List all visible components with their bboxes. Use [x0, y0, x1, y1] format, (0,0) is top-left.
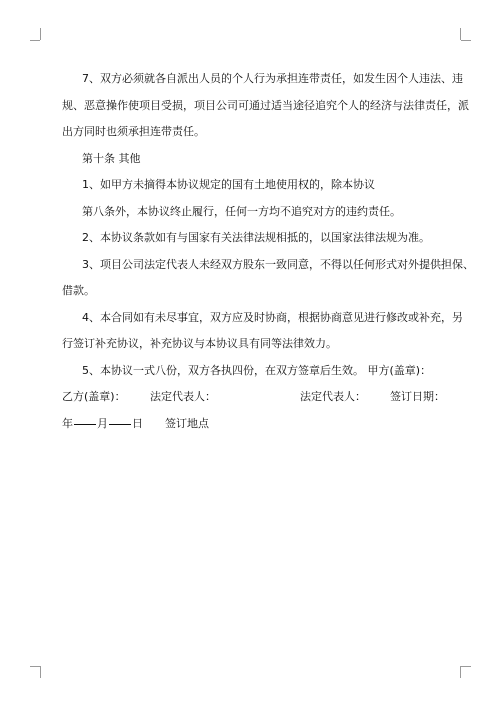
paragraph-line: 借款。 — [62, 284, 95, 297]
signature-line-1 — [62, 384, 450, 411]
document-body — [62, 66, 474, 437]
day-label: 日 — [132, 416, 143, 430]
paragraph-line: 4、本合同如有未尽事宜，双方应及时协商，根据协商意见进行修改或补充，另 — [82, 310, 463, 324]
year-blank — [74, 411, 96, 425]
month-label: 月 — [97, 416, 108, 430]
legal-rep-label: 法定代表人： — [150, 390, 216, 403]
month-blank — [109, 411, 131, 425]
crop-mark-bottom-right-h — [461, 666, 471, 667]
paragraph-line: 行签订补充协议，补充协议与本协议具有同等法律效力。 — [62, 337, 337, 350]
party-b-label: 乙方(盖章)： — [62, 390, 126, 403]
year-label: 年 — [62, 416, 73, 430]
crop-mark-top-left-v — [40, 28, 41, 40]
paragraph-line: 7、双方必须就各自派出人员的个人行为承担连带责任，如发生因个人违法、违 — [82, 72, 463, 85]
paragraph-line: 2、本协议条款如有与国家有关法律法规相抵的，以国家法律法规为准。 — [82, 231, 430, 244]
paragraph-line: 第八条外，本协议终止履行，任何一方均不追究对方的违约责任。 — [82, 204, 401, 218]
crop-mark-top-left-h — [30, 40, 40, 41]
signature-line-2 — [62, 411, 450, 438]
crop-mark-top-right-h — [461, 40, 471, 41]
legal-rep-label: 法定代表人： — [300, 390, 366, 403]
sign-date-label: 签订日期： — [390, 390, 445, 403]
paragraph-line: 3、项目公司法定代表人未经双方股东一致同意，不得以任何形式对外提供担保、 — [82, 257, 474, 271]
paragraph-line: 规、恶意操作使项目受损，项目公司可通过适当途径追究个人的经济与法律责任，派 — [62, 98, 469, 112]
section-heading: 第十条 其他 — [82, 151, 141, 165]
crop-mark-bottom-left-v — [40, 666, 41, 678]
sign-place-label: 签订地点 — [165, 416, 209, 430]
crop-mark-top-right-v — [460, 28, 461, 40]
paragraph-line: 出方同时也须承担连带责任。 — [62, 125, 205, 138]
paragraph-line: 1、如甲方未摘得本协议规定的国有土地使用权的，除本协议 — [82, 178, 375, 191]
paragraph-line: 5、本协议一式八份，双方各执四份，在双方签章后生效。 甲方(盖章)： — [82, 363, 432, 377]
crop-mark-bottom-right-v — [460, 666, 461, 678]
crop-mark-bottom-left-h — [30, 666, 40, 667]
